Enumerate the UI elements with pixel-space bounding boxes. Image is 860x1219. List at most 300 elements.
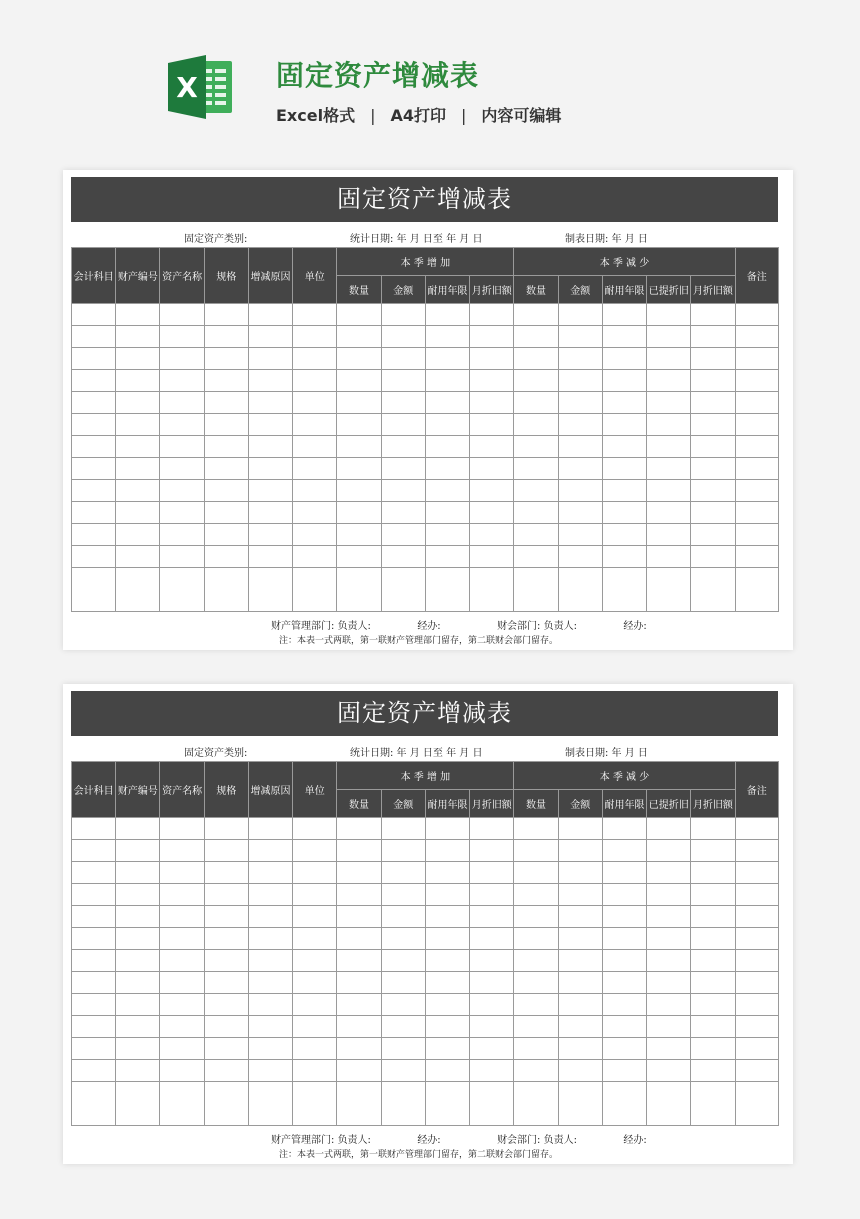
table-cell[interactable] <box>425 1038 469 1060</box>
table-cell[interactable] <box>647 994 691 1016</box>
table-cell[interactable] <box>204 862 248 884</box>
table-cell[interactable] <box>381 546 425 568</box>
table-cell[interactable] <box>647 1082 691 1126</box>
table-cell[interactable] <box>602 348 646 370</box>
table-cell[interactable] <box>514 994 558 1016</box>
table-cell[interactable] <box>602 1060 646 1082</box>
table-cell[interactable] <box>293 1016 337 1038</box>
table-cell[interactable] <box>735 1060 778 1082</box>
table-cell[interactable] <box>116 1082 160 1126</box>
table-cell[interactable] <box>381 348 425 370</box>
table-cell[interactable] <box>470 304 514 326</box>
table-cell[interactable] <box>514 568 558 612</box>
table-cell[interactable] <box>691 1038 735 1060</box>
table-cell[interactable] <box>558 458 602 480</box>
table-cell[interactable] <box>425 928 469 950</box>
table-cell[interactable] <box>72 436 116 458</box>
table-cell[interactable] <box>160 862 204 884</box>
table-cell[interactable] <box>691 326 735 348</box>
table-cell[interactable] <box>160 994 204 1016</box>
table-cell[interactable] <box>381 972 425 994</box>
table-cell[interactable] <box>735 972 778 994</box>
table-cell[interactable] <box>425 370 469 392</box>
table-cell[interactable] <box>381 884 425 906</box>
table-cell[interactable] <box>602 1082 646 1126</box>
table-cell[interactable] <box>558 370 602 392</box>
table-cell[interactable] <box>470 502 514 524</box>
table-cell[interactable] <box>735 480 778 502</box>
table-cell[interactable] <box>735 928 778 950</box>
table-cell[interactable] <box>514 480 558 502</box>
table-cell[interactable] <box>425 546 469 568</box>
table-cell[interactable] <box>558 884 602 906</box>
table-cell[interactable] <box>381 326 425 348</box>
table-cell[interactable] <box>248 884 292 906</box>
table-cell[interactable] <box>160 972 204 994</box>
table-cell[interactable] <box>691 950 735 972</box>
table-cell[interactable] <box>72 994 116 1016</box>
table-cell[interactable] <box>514 1082 558 1126</box>
table-cell[interactable] <box>337 480 381 502</box>
table-cell[interactable] <box>381 1038 425 1060</box>
table-cell[interactable] <box>116 950 160 972</box>
table-cell[interactable] <box>691 524 735 546</box>
table-cell[interactable] <box>72 458 116 480</box>
table-cell[interactable] <box>735 1016 778 1038</box>
table-cell[interactable] <box>160 950 204 972</box>
table-cell[interactable] <box>160 884 204 906</box>
table-cell[interactable] <box>381 818 425 840</box>
table-cell[interactable] <box>248 840 292 862</box>
table-cell[interactable] <box>381 304 425 326</box>
table-cell[interactable] <box>470 458 514 480</box>
table-cell[interactable] <box>691 436 735 458</box>
table-cell[interactable] <box>514 1038 558 1060</box>
table-cell[interactable] <box>116 546 160 568</box>
table-cell[interactable] <box>425 862 469 884</box>
table-cell[interactable] <box>470 480 514 502</box>
table-cell[interactable] <box>691 546 735 568</box>
table-cell[interactable] <box>204 1038 248 1060</box>
table-cell[interactable] <box>72 862 116 884</box>
table-cell[interactable] <box>204 1060 248 1082</box>
table-cell[interactable] <box>381 568 425 612</box>
table-cell[interactable] <box>72 348 116 370</box>
table-cell[interactable] <box>425 568 469 612</box>
table-cell[interactable] <box>514 524 558 546</box>
table-cell[interactable] <box>470 994 514 1016</box>
table-cell[interactable] <box>735 326 778 348</box>
table-cell[interactable] <box>337 1038 381 1060</box>
table-cell[interactable] <box>72 502 116 524</box>
table-cell[interactable] <box>160 568 204 612</box>
table-cell[interactable] <box>204 1082 248 1126</box>
table-cell[interactable] <box>116 326 160 348</box>
table-cell[interactable] <box>691 884 735 906</box>
table-cell[interactable] <box>558 972 602 994</box>
table-cell[interactable] <box>647 392 691 414</box>
table-cell[interactable] <box>116 884 160 906</box>
table-cell[interactable] <box>72 414 116 436</box>
table-cell[interactable] <box>248 458 292 480</box>
table-cell[interactable] <box>248 928 292 950</box>
table-cell[interactable] <box>204 950 248 972</box>
table-cell[interactable] <box>248 546 292 568</box>
table-cell[interactable] <box>647 480 691 502</box>
table-cell[interactable] <box>248 304 292 326</box>
table-cell[interactable] <box>116 928 160 950</box>
table-cell[interactable] <box>116 304 160 326</box>
table-cell[interactable] <box>691 1082 735 1126</box>
table-cell[interactable] <box>602 840 646 862</box>
table-cell[interactable] <box>116 1038 160 1060</box>
table-cell[interactable] <box>425 840 469 862</box>
table-cell[interactable] <box>293 480 337 502</box>
table-cell[interactable] <box>116 906 160 928</box>
table-cell[interactable] <box>381 928 425 950</box>
table-cell[interactable] <box>248 392 292 414</box>
table-cell[interactable] <box>248 370 292 392</box>
table-cell[interactable] <box>558 348 602 370</box>
table-cell[interactable] <box>425 392 469 414</box>
table-cell[interactable] <box>293 972 337 994</box>
table-cell[interactable] <box>72 1082 116 1126</box>
table-cell[interactable] <box>204 524 248 546</box>
table-cell[interactable] <box>558 994 602 1016</box>
table-cell[interactable] <box>602 994 646 1016</box>
table-cell[interactable] <box>204 348 248 370</box>
table-cell[interactable] <box>248 972 292 994</box>
table-cell[interactable] <box>691 414 735 436</box>
table-cell[interactable] <box>381 458 425 480</box>
table-cell[interactable] <box>248 480 292 502</box>
table-cell[interactable] <box>558 1082 602 1126</box>
table-cell[interactable] <box>293 818 337 840</box>
table-cell[interactable] <box>293 546 337 568</box>
table-cell[interactable] <box>204 818 248 840</box>
table-cell[interactable] <box>160 906 204 928</box>
table-cell[interactable] <box>116 840 160 862</box>
table-cell[interactable] <box>647 1060 691 1082</box>
table-cell[interactable] <box>514 546 558 568</box>
table-cell[interactable] <box>558 414 602 436</box>
table-cell[interactable] <box>735 436 778 458</box>
table-cell[interactable] <box>735 568 778 612</box>
table-cell[interactable] <box>248 348 292 370</box>
table-cell[interactable] <box>293 906 337 928</box>
table-cell[interactable] <box>470 1016 514 1038</box>
table-cell[interactable] <box>558 304 602 326</box>
table-cell[interactable] <box>72 818 116 840</box>
table-cell[interactable] <box>470 884 514 906</box>
table-cell[interactable] <box>116 458 160 480</box>
table-cell[interactable] <box>735 840 778 862</box>
table-cell[interactable] <box>470 950 514 972</box>
table-cell[interactable] <box>72 906 116 928</box>
table-cell[interactable] <box>204 928 248 950</box>
table-cell[interactable] <box>293 370 337 392</box>
table-cell[interactable] <box>691 480 735 502</box>
table-cell[interactable] <box>691 370 735 392</box>
table-cell[interactable] <box>735 414 778 436</box>
table-cell[interactable] <box>691 818 735 840</box>
table-cell[interactable] <box>602 502 646 524</box>
table-cell[interactable] <box>602 524 646 546</box>
table-cell[interactable] <box>337 840 381 862</box>
table-cell[interactable] <box>72 524 116 546</box>
table-cell[interactable] <box>514 972 558 994</box>
table-cell[interactable] <box>248 436 292 458</box>
table-cell[interactable] <box>514 950 558 972</box>
table-cell[interactable] <box>248 950 292 972</box>
table-cell[interactable] <box>381 392 425 414</box>
table-cell[interactable] <box>116 818 160 840</box>
table-cell[interactable] <box>691 994 735 1016</box>
table-cell[interactable] <box>160 928 204 950</box>
table-cell[interactable] <box>647 1038 691 1060</box>
table-cell[interactable] <box>204 1016 248 1038</box>
table-cell[interactable] <box>381 1060 425 1082</box>
table-cell[interactable] <box>337 950 381 972</box>
table-cell[interactable] <box>425 304 469 326</box>
table-cell[interactable] <box>337 994 381 1016</box>
table-cell[interactable] <box>470 862 514 884</box>
table-cell[interactable] <box>691 304 735 326</box>
table-cell[interactable] <box>558 546 602 568</box>
table-cell[interactable] <box>160 818 204 840</box>
table-cell[interactable] <box>691 348 735 370</box>
table-cell[interactable] <box>647 840 691 862</box>
table-cell[interactable] <box>381 524 425 546</box>
table-cell[interactable] <box>293 1082 337 1126</box>
table-cell[interactable] <box>248 568 292 612</box>
table-cell[interactable] <box>293 326 337 348</box>
table-cell[interactable] <box>514 884 558 906</box>
table-cell[interactable] <box>470 568 514 612</box>
table-cell[interactable] <box>72 568 116 612</box>
table-cell[interactable] <box>248 414 292 436</box>
table-cell[interactable] <box>160 1060 204 1082</box>
table-cell[interactable] <box>72 370 116 392</box>
table-cell[interactable] <box>204 370 248 392</box>
table-cell[interactable] <box>735 458 778 480</box>
table-cell[interactable] <box>735 304 778 326</box>
table-cell[interactable] <box>337 862 381 884</box>
table-cell[interactable] <box>160 1082 204 1126</box>
table-cell[interactable] <box>425 348 469 370</box>
table-cell[interactable] <box>293 568 337 612</box>
table-cell[interactable] <box>337 326 381 348</box>
table-cell[interactable] <box>514 502 558 524</box>
table-cell[interactable] <box>293 414 337 436</box>
table-cell[interactable] <box>160 304 204 326</box>
table-cell[interactable] <box>337 568 381 612</box>
table-cell[interactable] <box>425 502 469 524</box>
table-cell[interactable] <box>602 480 646 502</box>
table-cell[interactable] <box>647 862 691 884</box>
table-cell[interactable] <box>337 906 381 928</box>
table-cell[interactable] <box>514 414 558 436</box>
table-cell[interactable] <box>337 458 381 480</box>
table-cell[interactable] <box>293 348 337 370</box>
table-cell[interactable] <box>337 1016 381 1038</box>
table-cell[interactable] <box>293 994 337 1016</box>
table-cell[interactable] <box>160 546 204 568</box>
table-cell[interactable] <box>116 862 160 884</box>
table-cell[interactable] <box>735 392 778 414</box>
table-cell[interactable] <box>116 524 160 546</box>
table-cell[interactable] <box>602 884 646 906</box>
table-cell[interactable] <box>691 862 735 884</box>
table-cell[interactable] <box>293 458 337 480</box>
table-cell[interactable] <box>735 502 778 524</box>
table-cell[interactable] <box>558 524 602 546</box>
table-cell[interactable] <box>204 502 248 524</box>
table-cell[interactable] <box>381 840 425 862</box>
table-cell[interactable] <box>647 348 691 370</box>
table-cell[interactable] <box>691 1060 735 1082</box>
table-cell[interactable] <box>647 326 691 348</box>
table-cell[interactable] <box>160 840 204 862</box>
table-cell[interactable] <box>204 546 248 568</box>
table-cell[interactable] <box>204 326 248 348</box>
table-cell[interactable] <box>204 972 248 994</box>
table-cell[interactable] <box>116 436 160 458</box>
table-cell[interactable] <box>558 1038 602 1060</box>
table-cell[interactable] <box>647 818 691 840</box>
table-cell[interactable] <box>204 884 248 906</box>
table-cell[interactable] <box>602 546 646 568</box>
table-cell[interactable] <box>381 994 425 1016</box>
table-cell[interactable] <box>425 458 469 480</box>
table-cell[interactable] <box>72 1038 116 1060</box>
table-cell[interactable] <box>735 546 778 568</box>
table-cell[interactable] <box>735 862 778 884</box>
table-cell[interactable] <box>425 950 469 972</box>
table-cell[interactable] <box>116 370 160 392</box>
table-cell[interactable] <box>647 304 691 326</box>
table-cell[interactable] <box>160 1016 204 1038</box>
table-cell[interactable] <box>160 436 204 458</box>
table-cell[interactable] <box>248 994 292 1016</box>
table-cell[interactable] <box>558 840 602 862</box>
table-cell[interactable] <box>116 414 160 436</box>
table-cell[interactable] <box>647 950 691 972</box>
table-cell[interactable] <box>691 568 735 612</box>
table-cell[interactable] <box>248 862 292 884</box>
table-cell[interactable] <box>602 370 646 392</box>
table-cell[interactable] <box>647 524 691 546</box>
table-cell[interactable] <box>337 928 381 950</box>
table-cell[interactable] <box>470 818 514 840</box>
table-cell[interactable] <box>558 906 602 928</box>
table-cell[interactable] <box>735 994 778 1016</box>
table-cell[interactable] <box>204 392 248 414</box>
table-cell[interactable] <box>470 906 514 928</box>
table-cell[interactable] <box>558 480 602 502</box>
table-cell[interactable] <box>735 524 778 546</box>
table-cell[interactable] <box>204 304 248 326</box>
table-cell[interactable] <box>381 1016 425 1038</box>
table-cell[interactable] <box>72 840 116 862</box>
table-cell[interactable] <box>425 884 469 906</box>
table-cell[interactable] <box>293 884 337 906</box>
table-cell[interactable] <box>470 1082 514 1126</box>
table-cell[interactable] <box>160 480 204 502</box>
table-cell[interactable] <box>72 480 116 502</box>
table-cell[interactable] <box>204 906 248 928</box>
table-cell[interactable] <box>160 348 204 370</box>
table-cell[interactable] <box>647 568 691 612</box>
table-cell[interactable] <box>160 458 204 480</box>
table-cell[interactable] <box>735 1082 778 1126</box>
table-cell[interactable] <box>647 972 691 994</box>
table-cell[interactable] <box>337 524 381 546</box>
table-cell[interactable] <box>425 524 469 546</box>
table-cell[interactable] <box>602 568 646 612</box>
table-cell[interactable] <box>691 1016 735 1038</box>
table-cell[interactable] <box>160 326 204 348</box>
table-cell[interactable] <box>558 1016 602 1038</box>
table-cell[interactable] <box>735 348 778 370</box>
table-cell[interactable] <box>72 392 116 414</box>
table-cell[interactable] <box>381 502 425 524</box>
table-cell[interactable] <box>248 524 292 546</box>
table-cell[interactable] <box>116 972 160 994</box>
table-cell[interactable] <box>602 436 646 458</box>
table-cell[interactable] <box>381 370 425 392</box>
table-cell[interactable] <box>514 392 558 414</box>
table-cell[interactable] <box>204 458 248 480</box>
table-cell[interactable] <box>425 414 469 436</box>
table-cell[interactable] <box>514 818 558 840</box>
table-cell[interactable] <box>204 994 248 1016</box>
table-cell[interactable] <box>735 370 778 392</box>
table-cell[interactable] <box>293 1038 337 1060</box>
table-cell[interactable] <box>337 1060 381 1082</box>
table-cell[interactable] <box>425 480 469 502</box>
table-cell[interactable] <box>647 414 691 436</box>
table-cell[interactable] <box>293 1060 337 1082</box>
table-cell[interactable] <box>558 1060 602 1082</box>
table-cell[interactable] <box>425 1060 469 1082</box>
table-cell[interactable] <box>602 928 646 950</box>
table-cell[interactable] <box>602 818 646 840</box>
table-cell[interactable] <box>514 840 558 862</box>
table-cell[interactable] <box>337 1082 381 1126</box>
table-cell[interactable] <box>691 502 735 524</box>
table-cell[interactable] <box>602 326 646 348</box>
table-cell[interactable] <box>72 326 116 348</box>
table-cell[interactable] <box>337 348 381 370</box>
table-cell[interactable] <box>72 304 116 326</box>
table-cell[interactable] <box>514 304 558 326</box>
table-cell[interactable] <box>248 1038 292 1060</box>
table-cell[interactable] <box>160 1038 204 1060</box>
table-cell[interactable] <box>470 840 514 862</box>
table-cell[interactable] <box>647 502 691 524</box>
table-cell[interactable] <box>602 862 646 884</box>
table-cell[interactable] <box>735 906 778 928</box>
table-cell[interactable] <box>72 546 116 568</box>
table-cell[interactable] <box>514 1060 558 1082</box>
table-cell[interactable] <box>204 840 248 862</box>
table-cell[interactable] <box>558 950 602 972</box>
table-cell[interactable] <box>425 972 469 994</box>
table-cell[interactable] <box>204 414 248 436</box>
table-cell[interactable] <box>204 436 248 458</box>
table-cell[interactable] <box>160 414 204 436</box>
